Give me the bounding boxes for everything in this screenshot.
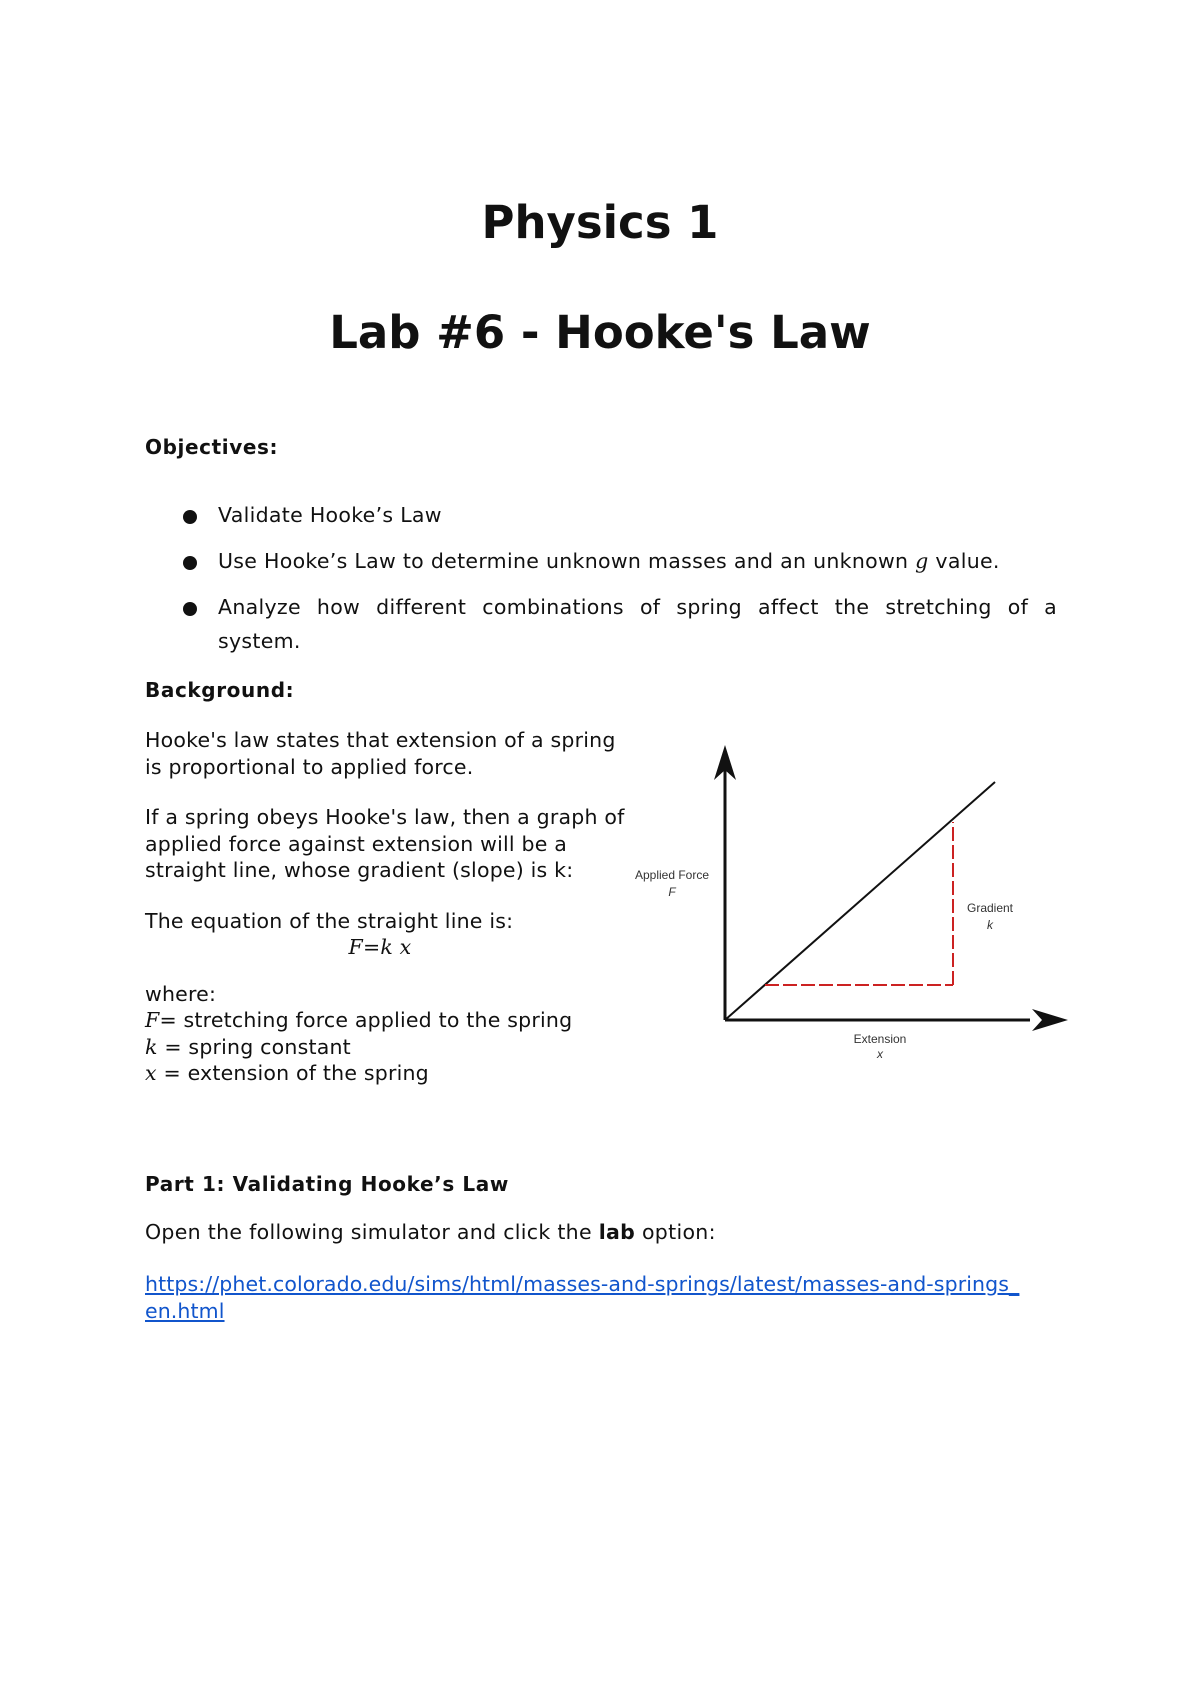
- force-extension-diagram: [620, 730, 1080, 1070]
- definition-extension: x = extension of the spring: [145, 1061, 429, 1085]
- background-text: [145, 727, 625, 1087]
- lab-title: Lab #6 - Hooke's Law: [329, 306, 871, 359]
- variable-definitions: [145, 981, 625, 1087]
- x-axis-arrow-icon: [1032, 1009, 1068, 1031]
- simulator-link[interactable]: https://phet.colorado.edu/sims/html/masses-and-springs/latest/masses-and-springs_en.html: [145, 1272, 1020, 1323]
- part1-instructions: Open the following simulator and click the lab option:: [145, 1220, 716, 1244]
- bullet-icon: [183, 602, 197, 616]
- gradient-symbol: k: [987, 918, 993, 932]
- where-label: where:: [145, 981, 217, 1006]
- objectives-list: [145, 498, 1057, 670]
- definition-spring-constant: k = spring constant: [145, 1034, 351, 1059]
- list-item: Validate Hooke’s Law: [145, 498, 1057, 532]
- hookes-law-equation: F=k x: [348, 935, 412, 959]
- background-heading: Background:: [145, 678, 295, 702]
- background-paragraph-1: Hooke's law states that extension of a spring is proportional to applied force.: [145, 728, 616, 779]
- objectives-heading: Objectives:: [145, 435, 279, 459]
- x-axis-label: Extension: [853, 1032, 907, 1046]
- list-item: Use Hooke’s Law to determine unknown masses and an unknown g value.: [145, 544, 1057, 578]
- y-axis-symbol: F: [668, 885, 676, 899]
- y-axis-label: Applied Force: [634, 868, 710, 882]
- background-paragraph-2: If a spring obeys Hooke's law, then a graph of applied force against extension will be a straight line, whose gradient (slope) is k:: [145, 805, 625, 882]
- bullet-icon: [183, 556, 197, 570]
- definition-force: F= stretching force applied to the spring: [145, 1008, 573, 1032]
- gradient-label: Gradient: [966, 901, 1014, 915]
- part1-heading: Part 1: Validating Hooke’s Law: [145, 1172, 509, 1196]
- equation-intro: The equation of the straight line is:: [145, 908, 514, 933]
- list-item: Analyze how different combinations of spring affect the stretching of a system.: [145, 590, 1057, 658]
- x-axis-symbol: x: [877, 1047, 883, 1061]
- bullet-icon: [183, 510, 197, 524]
- course-title: Physics 1: [481, 196, 719, 249]
